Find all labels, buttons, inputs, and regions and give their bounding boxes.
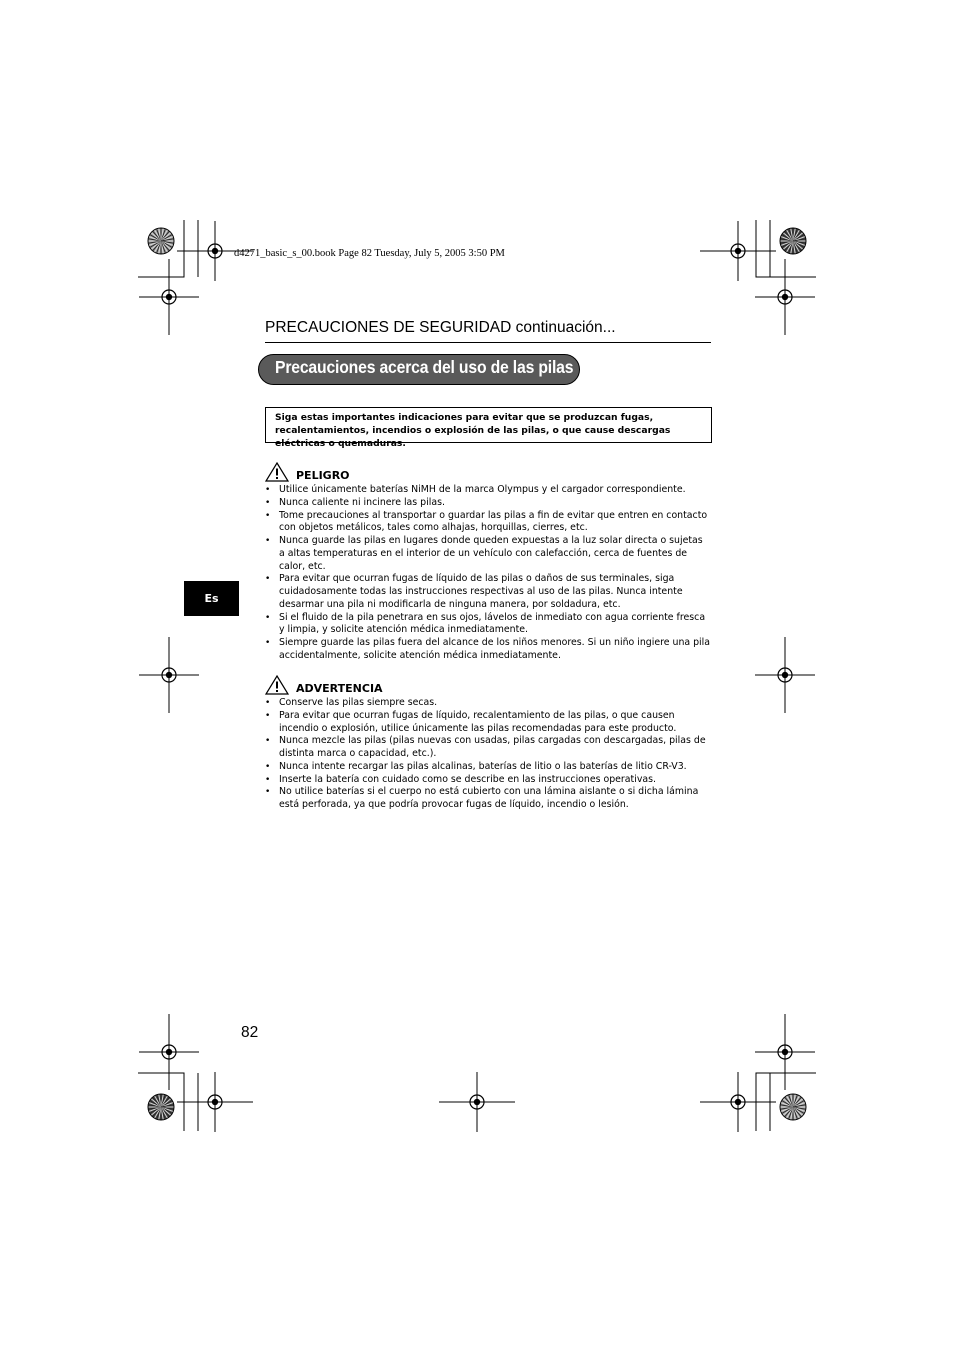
peligro-title: PELIGRO bbox=[296, 469, 350, 482]
advertencia-list bbox=[265, 697, 711, 812]
intro-note-text: Siga estas importantes indicaciones para evitar que se produzcan fugas, recalentamientos, incendios o explosión de las pilas, o que cause descargas eléctricas o quemaduras. bbox=[275, 412, 671, 449]
list-item: • Si el fluido de la pila penetrara en sus ojos, lávelos de inmediato con agua corriente fresca y limpia, y solicite atención médica inmediatamente. bbox=[265, 612, 711, 638]
peligro-header bbox=[265, 462, 711, 482]
page-title: Precauciones acerca del uso de las pilas bbox=[275, 357, 574, 377]
list-item: • Inserte la batería con cuidado como se describe en las instrucciones operativas. bbox=[265, 774, 711, 787]
warning-triangle-icon bbox=[265, 675, 289, 695]
list-item: • Para evitar que ocurran fugas de líquido de las pilas o daños de sus terminales, siga cuidadosamente todas las instrucciones respectivas al uso de las pilas. Nunca intente desarmar una pila ni modificarla de ninguna manera, por soldadura, etc. bbox=[265, 573, 711, 611]
section-heading: PRECAUCIONES DE SEGURIDAD continuación... bbox=[265, 319, 616, 336]
registration-dot bbox=[166, 1049, 172, 1055]
advertencia-title: ADVERTENCIA bbox=[296, 682, 383, 695]
registration-dot bbox=[212, 1099, 218, 1105]
file-info-header: d4271_basic_s_00.book Page 82 Tuesday, July 5, 2005 3:50 PM bbox=[234, 248, 505, 259]
page-number: 82 bbox=[241, 1024, 259, 1041]
list-item: • Nunca caliente ni incinere las pilas. bbox=[265, 497, 711, 510]
advertencia-header bbox=[265, 675, 711, 695]
list-item: • Nunca mezcle las pilas (pilas nuevas con usadas, pilas cargadas con descargadas, pilas de distinta marca o capacidad, etc.). bbox=[265, 735, 711, 761]
advertencia-section bbox=[265, 675, 711, 812]
list-item: • Nunca intente recargar las pilas alcalinas, baterías de litio o las baterías de litio CR-V3. bbox=[265, 761, 711, 774]
language-tab bbox=[184, 581, 239, 616]
registration-dot bbox=[782, 294, 788, 300]
list-item: • Tome precauciones al transportar o guardar las pilas a fin de evitar que entren en contacto con objetos metálicos, tales como alhajas, horquillas, cierres, etc. bbox=[265, 510, 711, 536]
list-item: • Siempre guarde las pilas fuera del alcance de los niños menores. Si un niño ingiere una pila accidentalmente, solicite atención médica inmediatamente. bbox=[265, 637, 711, 663]
intro-note-box bbox=[265, 407, 712, 449]
registration-dot bbox=[782, 672, 788, 678]
list-item: • Conserve las pilas siempre secas. bbox=[265, 697, 711, 710]
list-item: • Nunca guarde las pilas en lugares donde queden expuestas a la luz solar directa o sujetas a altas temperaturas en el interior de un vehículo con calefacción, cerca de fuentes de calor, etc. bbox=[265, 535, 711, 573]
registration-dot bbox=[735, 248, 741, 254]
registration-dot bbox=[166, 294, 172, 300]
peligro-section bbox=[265, 462, 711, 663]
registration-dot bbox=[474, 1099, 480, 1105]
registration-dot bbox=[212, 248, 218, 254]
registration-dot bbox=[735, 1099, 741, 1105]
language-tab-label: Es bbox=[204, 592, 219, 605]
section-rule bbox=[265, 342, 711, 343]
peligro-list bbox=[265, 484, 711, 663]
list-item: • No utilice baterías si el cuerpo no está cubierto con una lámina aislante o si dicha lámina está perforada, ya que podría provocar fugas de líquido, incendio o lesión. bbox=[265, 786, 711, 812]
warning-triangle-icon bbox=[265, 462, 289, 482]
registration-dot bbox=[782, 1049, 788, 1055]
list-item: • Para evitar que ocurran fugas de líquido, recalentamiento de las pilas, o que causen incendio o explosión, utilice únicamente las pilas recomendadas para este producto. bbox=[265, 710, 711, 736]
registration-dot bbox=[166, 672, 172, 678]
list-item: • Utilice únicamente baterías NiMH de la marca Olympus y el cargador correspondiente. bbox=[265, 484, 711, 497]
